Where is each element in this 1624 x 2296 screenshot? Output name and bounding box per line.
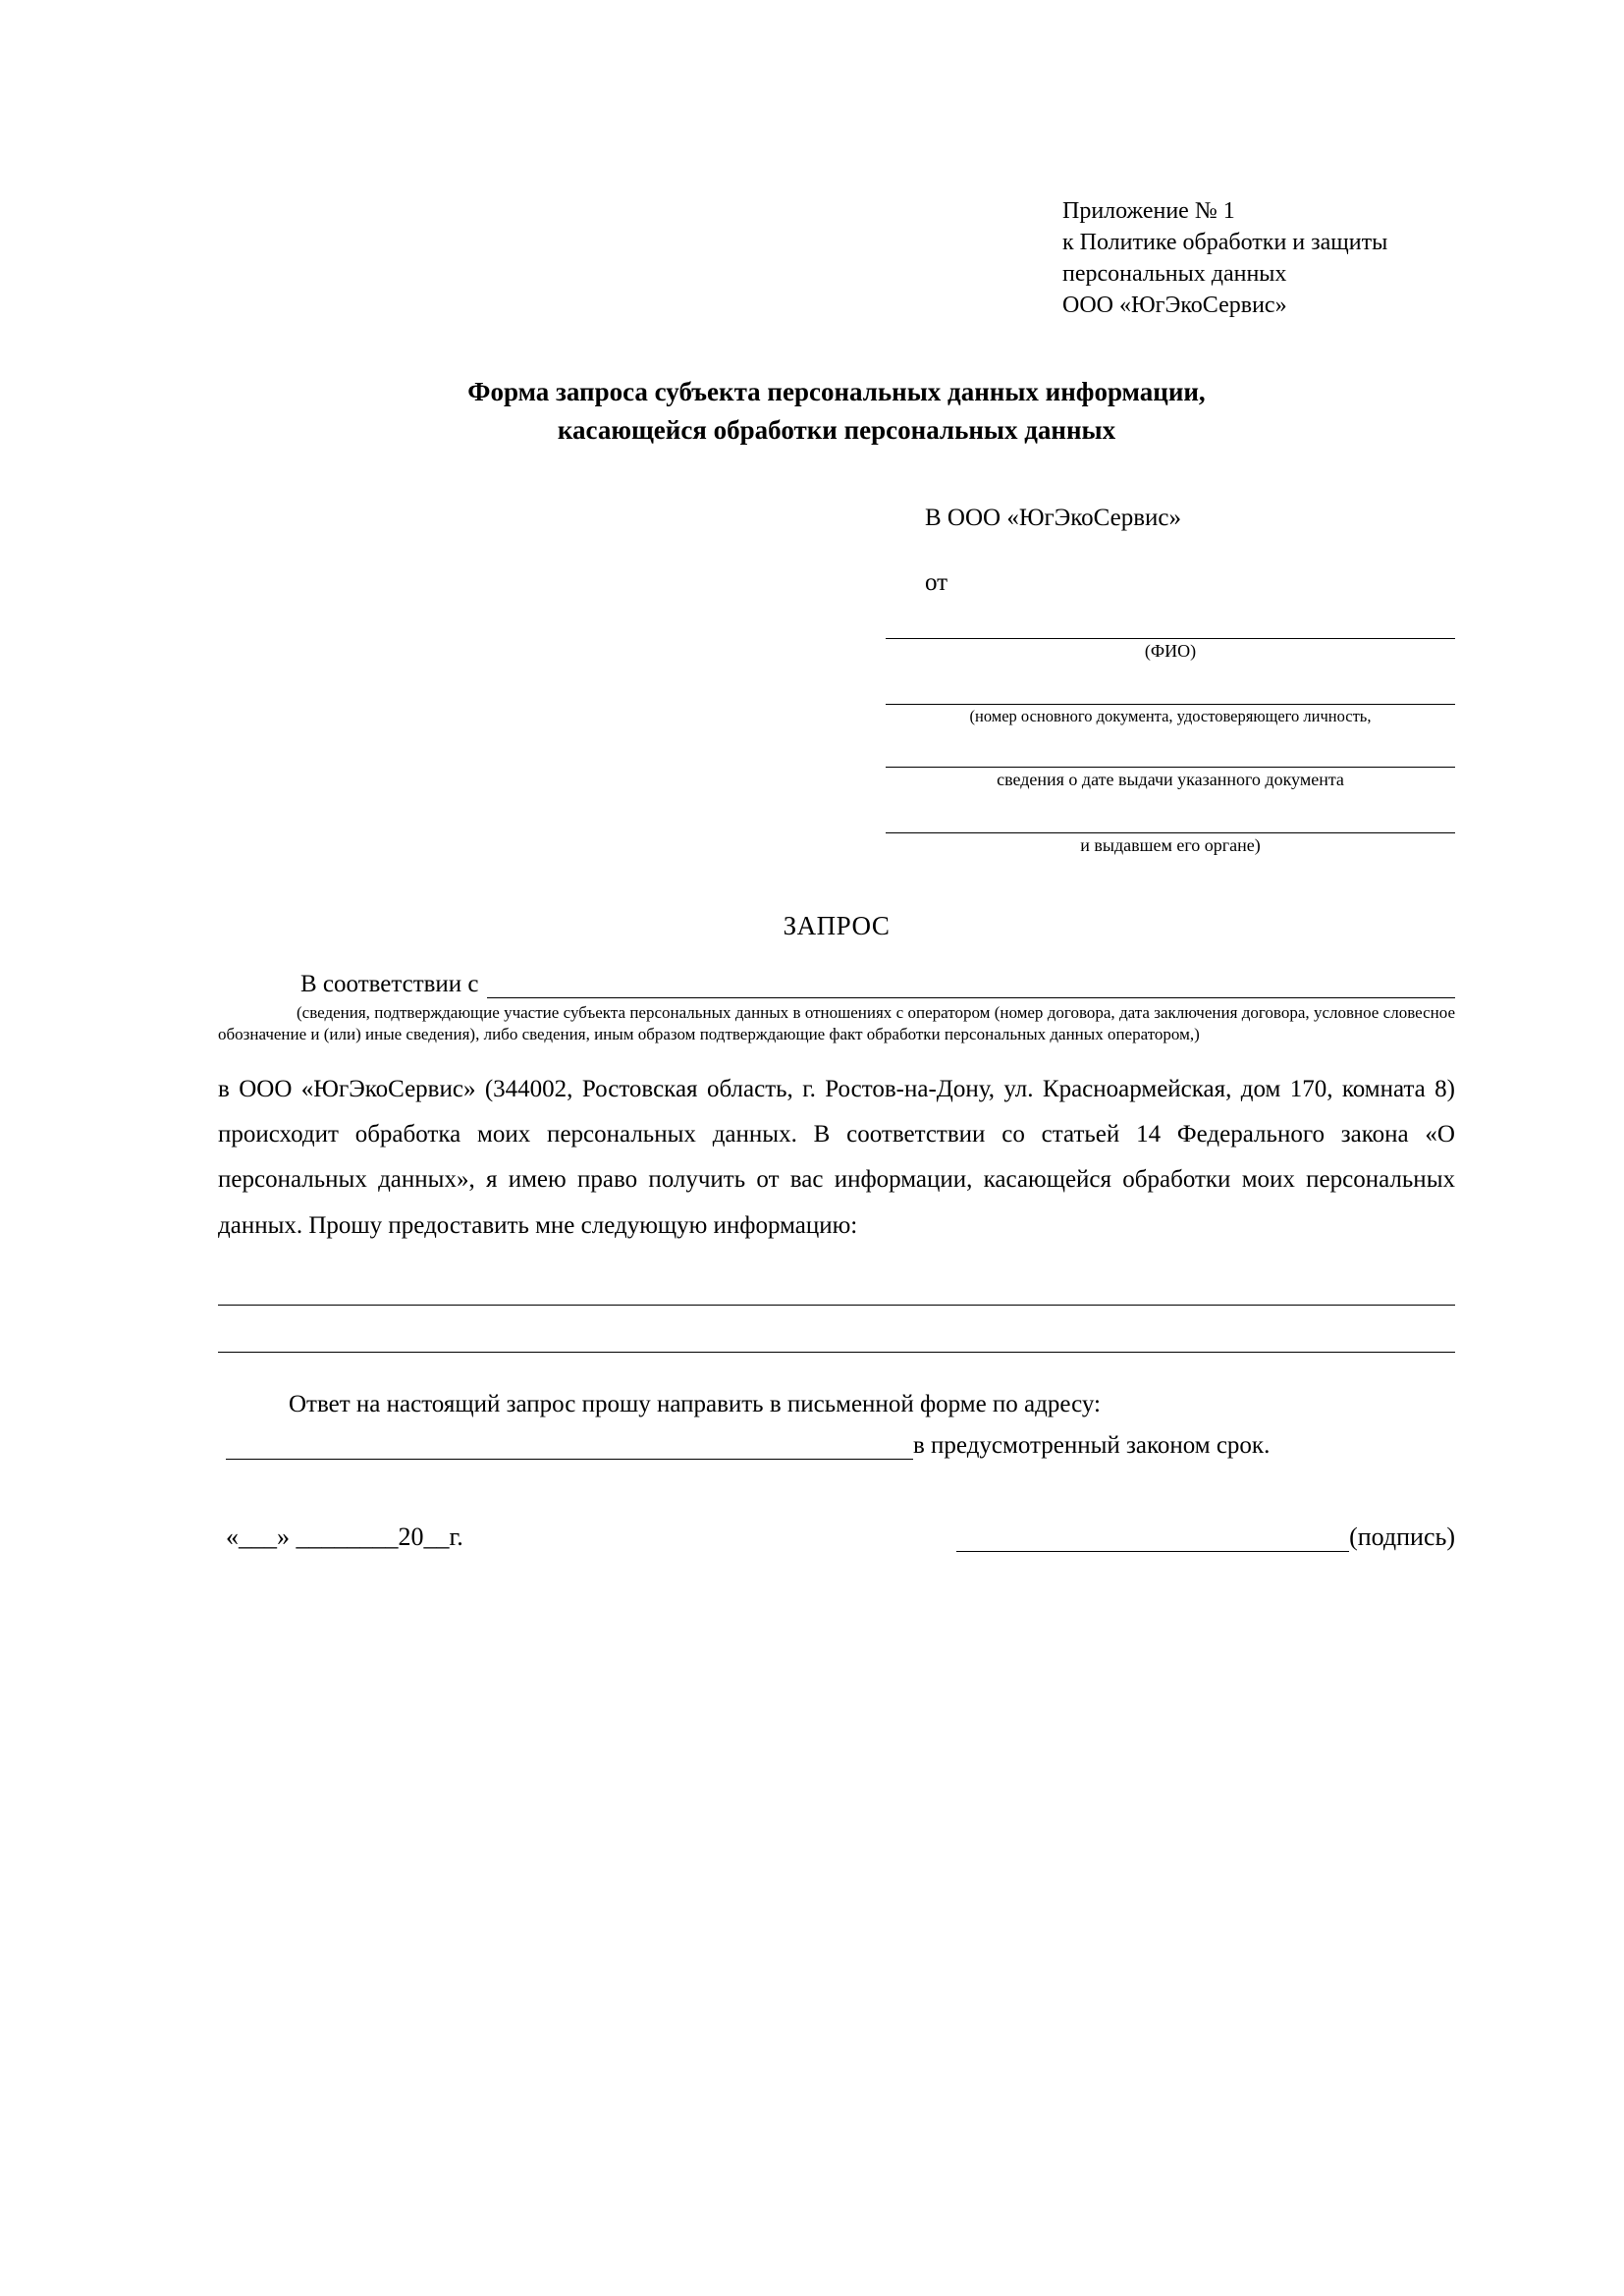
request-heading: ЗАПРОС [783, 911, 891, 941]
addressee-from-label: от [925, 568, 948, 596]
appendix-header-line-4: ООО «ЮгЭкоСервис» [1062, 292, 1287, 318]
doc-number-field-group [886, 674, 1455, 726]
page-title-line-1: Форма запроса субъекта персональных данных информации, [467, 376, 1206, 406]
doc-issuer-input[interactable] [886, 803, 1455, 833]
information-input-line-1[interactable] [218, 1304, 1455, 1306]
doc-issuer-caption: и выдавшем его органе) [1080, 834, 1261, 855]
appendix-header-line-3: персональных данных [1062, 260, 1287, 287]
signature-input[interactable] [956, 1527, 1349, 1552]
fio-caption: (ФИО) [1144, 640, 1197, 661]
doc-date-input[interactable] [886, 737, 1455, 768]
fio-input[interactable] [886, 609, 1455, 639]
in-accordance-legend [218, 1002, 1455, 1045]
in-accordance-label: В соответствии с [300, 971, 479, 998]
doc-date-field-group [886, 737, 1455, 791]
addressee-block [886, 505, 1455, 857]
appendix-header [1062, 196, 1455, 322]
appendix-header-line-1: Приложение № 1 [1062, 198, 1235, 224]
fio-field-group [886, 609, 1455, 663]
document-content [218, 196, 1455, 1552]
answer-address-input[interactable] [226, 1433, 913, 1460]
answer-address-tail: в предусмотренный законом срок. [913, 1431, 1271, 1459]
signature-row [218, 1522, 1455, 1552]
appendix-header-line-2: к Политике обработки и защиты [1062, 229, 1388, 255]
page-title [218, 373, 1455, 450]
information-input-line-2[interactable] [218, 1351, 1455, 1353]
answer-address-text: Ответ на настоящий запрос прошу направить в письменной форме по адресу: [289, 1390, 1101, 1417]
in-accordance-input[interactable] [487, 972, 1455, 998]
in-accordance-legend-text: (сведения, подтверждающие участие субъекта персональных данных в отношениях с оператором (номер договора, дата заключения договора, условное словесное обозначение и (или) иные сведения), либо сведения, иным образом подтверждающие факт обработки персональных данных оператором,) [218, 1003, 1455, 1044]
answer-address-row [218, 1432, 1455, 1460]
in-accordance-row [218, 971, 1455, 998]
page-title-line-2: касающейся обработки персональных данных [557, 414, 1116, 445]
addressee-organization: В ООО «ЮгЭкоСервис» [925, 504, 1182, 531]
doc-date-caption: сведения о дате выдачи указанного документа [997, 770, 1344, 790]
request-body-paragraph: в ООО «ЮгЭкоСервис» (344002, Ростовская область, г. Ростов-на-Дону, ул. Красноармейская, дом 170, комната 8) происходит обработка моих персональных данных. В соответствии со статьей 14 Федерального закона «О персональных данных», я имею право получить от вас информации, касающейся обработки моих персональных данных. Прошу предоставить мне следующую информацию: [218, 1075, 1455, 1239]
signature-caption: (подпись) [1349, 1522, 1455, 1551]
answer-address-paragraph [218, 1382, 1455, 1426]
doc-issuer-field-group [886, 803, 1455, 857]
doc-number-input[interactable] [886, 674, 1455, 705]
date-field[interactable]: «___» ________20__г. [226, 1522, 463, 1551]
doc-number-caption: (номер основного документа, удостоверяющего личность, [969, 706, 1372, 725]
